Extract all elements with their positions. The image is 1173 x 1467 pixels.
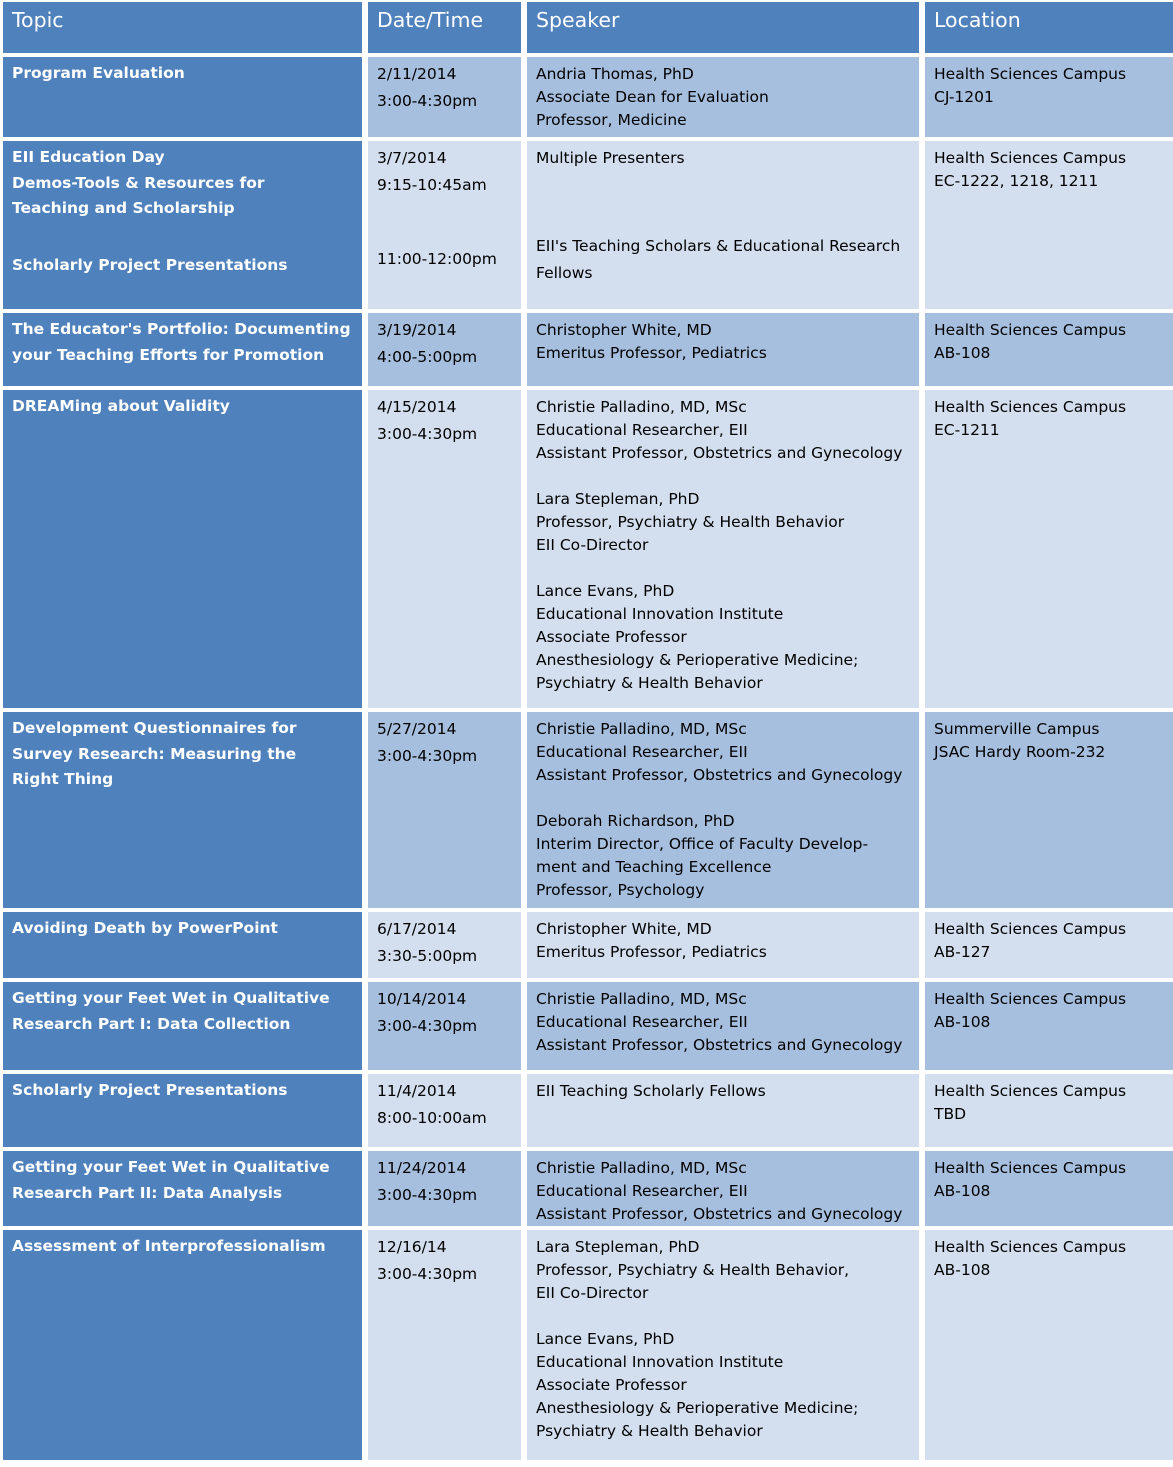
cell-line: AB-108 bbox=[934, 1013, 991, 1031]
spacer bbox=[12, 222, 353, 253]
cell-line: Educational Researcher, EII bbox=[536, 421, 748, 439]
cell-line: Assistant Professor, Obstetrics and Gynecology bbox=[536, 444, 903, 462]
cell-line: Associate Professor bbox=[536, 1376, 687, 1394]
cell-line: Assistant Professor, Obstetrics and Gynecology bbox=[536, 1036, 903, 1054]
cell-line: Assessment of Interprofessionalism bbox=[12, 1237, 326, 1255]
cell-line: Research Part II: Data Analysis bbox=[12, 1183, 283, 1202]
event-date: 11/4/2014 bbox=[377, 1082, 457, 1100]
event-date: 5/27/2014 bbox=[377, 720, 457, 738]
cell-line: AB-108 bbox=[934, 1261, 991, 1279]
speaker-cell bbox=[527, 1074, 919, 1147]
spacer bbox=[536, 787, 910, 810]
cell-line: Professor, Psychiatry & Health Behavior, bbox=[536, 1261, 850, 1279]
cell-line: Interim Director, Office of Faculty Develop- bbox=[536, 835, 869, 853]
location-cell bbox=[925, 912, 1173, 978]
spacer bbox=[536, 557, 910, 580]
topic-cell bbox=[3, 1230, 362, 1460]
cell-line: Program Evaluation bbox=[12, 64, 185, 82]
cell-line: EII Teaching Scholarly Fellows bbox=[536, 1082, 766, 1100]
cell-line: Lance Evans, PhD bbox=[536, 1330, 675, 1348]
speaker-cell bbox=[527, 982, 919, 1070]
cell-line: Assistant Professor, Obstetrics and Gynecology bbox=[536, 1205, 903, 1223]
event-date: 3/7/2014 bbox=[377, 149, 447, 167]
cell-line: Demos-Tools & Resources for bbox=[12, 173, 265, 192]
cell-line: Lara Stepleman, PhD bbox=[536, 490, 700, 508]
cell-line: Deborah Richardson, PhD bbox=[536, 812, 735, 830]
event-time: 9:15-10:45am bbox=[377, 176, 487, 194]
topic-cell bbox=[3, 912, 362, 978]
cell-line: Development Questionnaires for bbox=[12, 719, 297, 737]
cell-line: Associate Professor bbox=[536, 628, 687, 646]
cell-line: Right Thing bbox=[12, 770, 114, 788]
cell-line: Getting your Feet Wet in Qualitative bbox=[12, 989, 330, 1007]
location-cell bbox=[925, 982, 1173, 1070]
cell-line: TBD bbox=[934, 1105, 967, 1123]
speaker-cell bbox=[527, 313, 919, 386]
cell-line: Survey Research: Measuring the bbox=[12, 744, 297, 763]
cell-line: Educational Researcher, EII bbox=[536, 1182, 748, 1200]
cell-line: Christie Palladino, MD, MSc bbox=[536, 990, 747, 1008]
spacer bbox=[536, 1305, 910, 1328]
header-location: Location bbox=[925, 2, 1173, 53]
cell-line: EII's Teaching Scholars & Educational Research bbox=[536, 237, 901, 255]
cell-line: EII Co-Director bbox=[536, 1284, 649, 1302]
cell-line: Anesthesiology & Perioperative Medicine; bbox=[536, 1399, 859, 1417]
event-time: 3:00-4:30pm bbox=[377, 1017, 478, 1035]
date-time-cell bbox=[368, 1151, 521, 1226]
cell-line: Health Sciences Campus bbox=[934, 1159, 1127, 1177]
speaker-cell bbox=[527, 390, 919, 708]
topic-cell bbox=[3, 313, 362, 386]
cell-line: Multiple Presenters bbox=[536, 149, 685, 167]
event-date: 12/16/14 bbox=[377, 1238, 447, 1256]
event-time: 4:00-5:00pm bbox=[377, 348, 478, 366]
location-cell bbox=[925, 57, 1173, 137]
cell-line: Health Sciences Campus bbox=[934, 920, 1127, 938]
cell-line: JSAC Hardy Room-232 bbox=[934, 743, 1106, 761]
location-cell bbox=[925, 1074, 1173, 1147]
cell-line: Professor, Psychiatry & Health Behavior bbox=[536, 513, 845, 531]
cell-line: Educational Researcher, EII bbox=[536, 1013, 748, 1031]
cell-line: Christie Palladino, MD, MSc bbox=[536, 720, 747, 738]
event-date: 3/19/2014 bbox=[377, 321, 457, 339]
cell-line: Research Part I: Data Collection bbox=[12, 1014, 291, 1033]
cell-line: EC-1222, 1218, 1211 bbox=[934, 172, 1099, 190]
cell-line: Psychiatry & Health Behavior bbox=[536, 1422, 763, 1440]
cell-line: DREAMing about Validity bbox=[12, 397, 230, 415]
cell-line: Christopher White, MD bbox=[536, 920, 712, 938]
location-cell bbox=[925, 712, 1173, 908]
header-speaker: Speaker bbox=[527, 2, 919, 53]
cell-line: Lance Evans, PhD bbox=[536, 582, 675, 600]
date-time-cell bbox=[368, 141, 521, 309]
date-time-cell bbox=[368, 313, 521, 386]
event-time: 3:00-4:30pm bbox=[377, 1265, 478, 1283]
event-date: 11/24/2014 bbox=[377, 1159, 467, 1177]
cell-line: Teaching and Scholarship bbox=[12, 199, 235, 217]
cell-line: EC-1211 bbox=[934, 421, 1000, 439]
date-time-cell bbox=[368, 712, 521, 908]
cell-line: Christopher White, MD bbox=[536, 321, 712, 339]
cell-line: Health Sciences Campus bbox=[934, 1082, 1127, 1100]
date-time-cell bbox=[368, 1074, 521, 1147]
cell-line: Anesthesiology & Perioperative Medicine; bbox=[536, 651, 859, 669]
cell-line: Christie Palladino, MD, MSc bbox=[536, 398, 747, 416]
cell-line: Psychiatry & Health Behavior bbox=[536, 674, 763, 692]
topic-cell bbox=[3, 712, 362, 908]
speaker-cell bbox=[527, 1151, 919, 1226]
header-topic: Topic bbox=[3, 2, 362, 53]
event-time: 3:00-4:30pm bbox=[377, 425, 478, 443]
cell-line: EII Education Day bbox=[12, 148, 165, 166]
speaker-cell bbox=[527, 912, 919, 978]
cell-line: ment and Teaching Excellence bbox=[536, 858, 772, 876]
cell-line: EII Co-Director bbox=[536, 536, 649, 554]
cell-line: Andria Thomas, PhD bbox=[536, 65, 694, 83]
cell-line: Educational Innovation Institute bbox=[536, 1353, 784, 1371]
speaker-cell bbox=[527, 57, 919, 137]
topic-cell bbox=[3, 1151, 362, 1226]
event-date: 2/11/2014 bbox=[377, 65, 457, 83]
cell-line: AB-127 bbox=[934, 943, 991, 961]
date-time-cell bbox=[368, 982, 521, 1070]
speaker-cell bbox=[527, 712, 919, 908]
speaker-cell bbox=[527, 141, 919, 309]
cell-line: Assistant Professor, Obstetrics and Gynecology bbox=[536, 766, 903, 784]
event-time: 3:00-4:30pm bbox=[377, 747, 478, 765]
location-cell bbox=[925, 390, 1173, 708]
cell-line: Scholarly Project Presentations bbox=[12, 255, 288, 274]
topic-cell bbox=[3, 982, 362, 1070]
cell-line: CJ-1201 bbox=[934, 88, 994, 106]
event-time: 3:00-4:30pm bbox=[377, 1186, 478, 1204]
event-time-2: 11:00-12:00pm bbox=[377, 250, 497, 268]
cell-line: Health Sciences Campus bbox=[934, 321, 1127, 339]
event-date: 4/15/2014 bbox=[377, 398, 457, 416]
cell-line: Getting your Feet Wet in Qualitative bbox=[12, 1158, 330, 1176]
date-time-cell bbox=[368, 1230, 521, 1460]
topic-cell bbox=[3, 390, 362, 708]
location-cell bbox=[925, 313, 1173, 386]
location-cell bbox=[925, 1151, 1173, 1226]
cell-line: Emeritus Professor, Pediatrics bbox=[536, 943, 767, 961]
cell-line: AB-108 bbox=[934, 344, 991, 362]
cell-line: Fellows bbox=[536, 264, 593, 282]
spacer bbox=[536, 170, 910, 233]
date-time-cell bbox=[368, 390, 521, 708]
event-time: 3:30-5:00pm bbox=[377, 947, 478, 965]
date-time-cell bbox=[368, 912, 521, 978]
header-date-time: Date/Time bbox=[368, 2, 521, 53]
cell-line: your Teaching Efforts for Promotion bbox=[12, 345, 325, 364]
cell-line: The Educator's Portfolio: Documenting bbox=[12, 320, 351, 338]
cell-line: Health Sciences Campus bbox=[934, 990, 1127, 1008]
cell-line: Health Sciences Campus bbox=[934, 398, 1127, 416]
cell-line: Health Sciences Campus bbox=[934, 149, 1127, 167]
topic-cell bbox=[3, 1074, 362, 1147]
spacer bbox=[536, 465, 910, 488]
cell-line: Health Sciences Campus bbox=[934, 65, 1127, 83]
cell-line: Avoiding Death by PowerPoint bbox=[12, 919, 278, 937]
cell-line: Educational Innovation Institute bbox=[536, 605, 784, 623]
event-date: 10/14/2014 bbox=[377, 990, 467, 1008]
cell-line: Health Sciences Campus bbox=[934, 1238, 1127, 1256]
cell-line: Christie Palladino, MD, MSc bbox=[536, 1159, 747, 1177]
topic-cell bbox=[3, 57, 362, 137]
location-cell bbox=[925, 1230, 1173, 1460]
date-time-cell bbox=[368, 57, 521, 137]
cell-line: Lara Stepleman, PhD bbox=[536, 1238, 700, 1256]
event-date: 6/17/2014 bbox=[377, 920, 457, 938]
cell-line: Emeritus Professor, Pediatrics bbox=[536, 344, 767, 362]
cell-line: Educational Researcher, EII bbox=[536, 743, 748, 761]
cell-line: Scholarly Project Presentations bbox=[12, 1081, 288, 1099]
spacer bbox=[377, 197, 512, 248]
speaker-cell bbox=[527, 1230, 919, 1460]
event-time: 3:00-4:30pm bbox=[377, 92, 478, 110]
cell-line: Associate Dean for Evaluation bbox=[536, 88, 769, 106]
cell-line: Professor, Psychology bbox=[536, 881, 705, 899]
location-cell bbox=[925, 141, 1173, 309]
topic-cell bbox=[3, 141, 362, 309]
cell-line: Professor, Medicine bbox=[536, 111, 687, 129]
cell-line: AB-108 bbox=[934, 1182, 991, 1200]
cell-line: Summerville Campus bbox=[934, 720, 1100, 738]
event-time: 8:00-10:00am bbox=[377, 1109, 487, 1127]
